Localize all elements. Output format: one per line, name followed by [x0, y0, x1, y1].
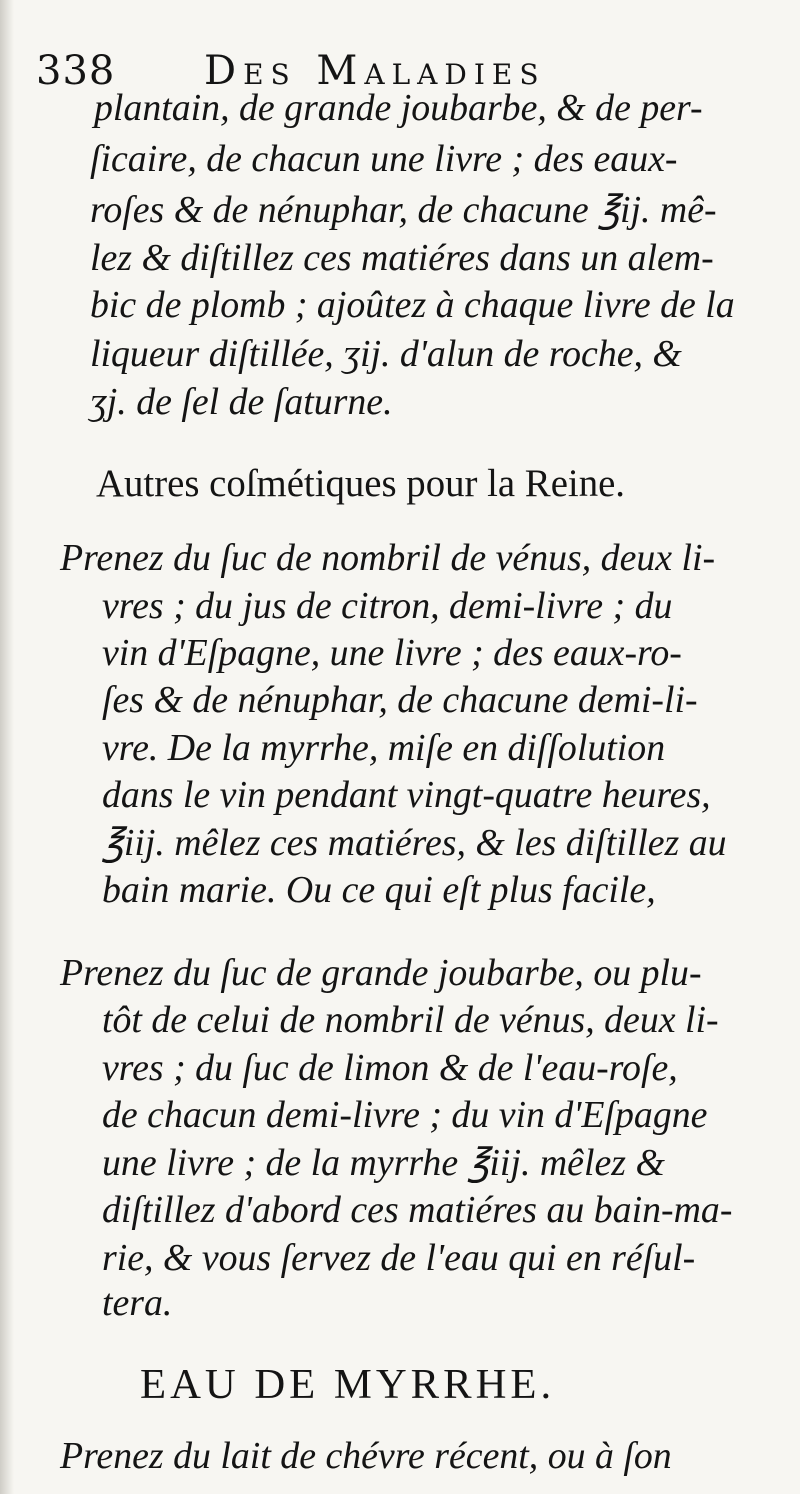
text-line: ſes & de nénuphar, de chacune demi-li-	[102, 679, 698, 722]
section-heading: Autres coſmétiques pour la Reine.	[96, 461, 626, 505]
text-line: ʒj. de ſel de ſaturne.	[90, 380, 393, 423]
text-line: lez & diſtillez ces matiéres dans un alem-	[90, 236, 714, 279]
text-line: bic de plomb ; ajoûtez à chaque livre de la	[90, 283, 735, 326]
page-number: 338	[36, 48, 116, 94]
text-line: de chacun demi-livre ; du vin d'Eſpagne	[102, 1094, 708, 1137]
text-line: dans le vin pendant vingt-quatre heures,	[102, 774, 711, 817]
text-line: rie, & vous ſervez de l'eau qui en réſul-	[102, 1236, 696, 1279]
text-line: ℥iij. mêlez ces matiéres, & les diſtillez au	[102, 821, 727, 864]
running-head: Des Maladies	[204, 48, 546, 94]
section-heading-caps: EAU DE MYRRHE.	[140, 1361, 556, 1409]
text-line: vre. De la myrrhe, miſe en diſſolution	[102, 726, 666, 769]
text-line: Prenez du ſuc de grande joubarbe, ou plu-	[60, 951, 702, 994]
text-line: Prenez du ſuc de nombril de vénus, deux li-	[60, 537, 716, 580]
text-line: roſes & de nénuphar, de chacune ℥ij. mê-	[90, 189, 717, 232]
text-line: ſicaire, de chacun une livre ; des eaux-	[90, 138, 678, 181]
text-line: plantain, de grande joubarbe, & de per-	[94, 87, 703, 130]
text-line: vres ; du ſuc de limon & de l'eau-roſe,	[102, 1046, 678, 1089]
page-edge-shadow	[0, 0, 14, 1494]
text-line: vres ; du jus de citron, demi-livre ; du	[102, 584, 673, 627]
text-line: bain marie. Ou ce qui eſt plus facile,	[102, 869, 656, 912]
text-line: diſtillez d'abord ces matiéres au bain-ma-	[102, 1189, 733, 1232]
text-line: tera.	[102, 1282, 173, 1325]
text-line: vin d'Eſpagne, une livre ; des eaux-ro-	[102, 631, 682, 674]
text-line: une livre ; de la myrrhe ℥iij. mêlez &	[102, 1141, 665, 1184]
text-line: liqueur diſtillée, ʒij. d'alun de roche, &	[90, 333, 682, 376]
text-line: Prenez du lait de chévre récent, ou à ſon	[60, 1435, 672, 1478]
text-line: tôt de celui de nombril de vénus, deux li-	[102, 999, 719, 1042]
